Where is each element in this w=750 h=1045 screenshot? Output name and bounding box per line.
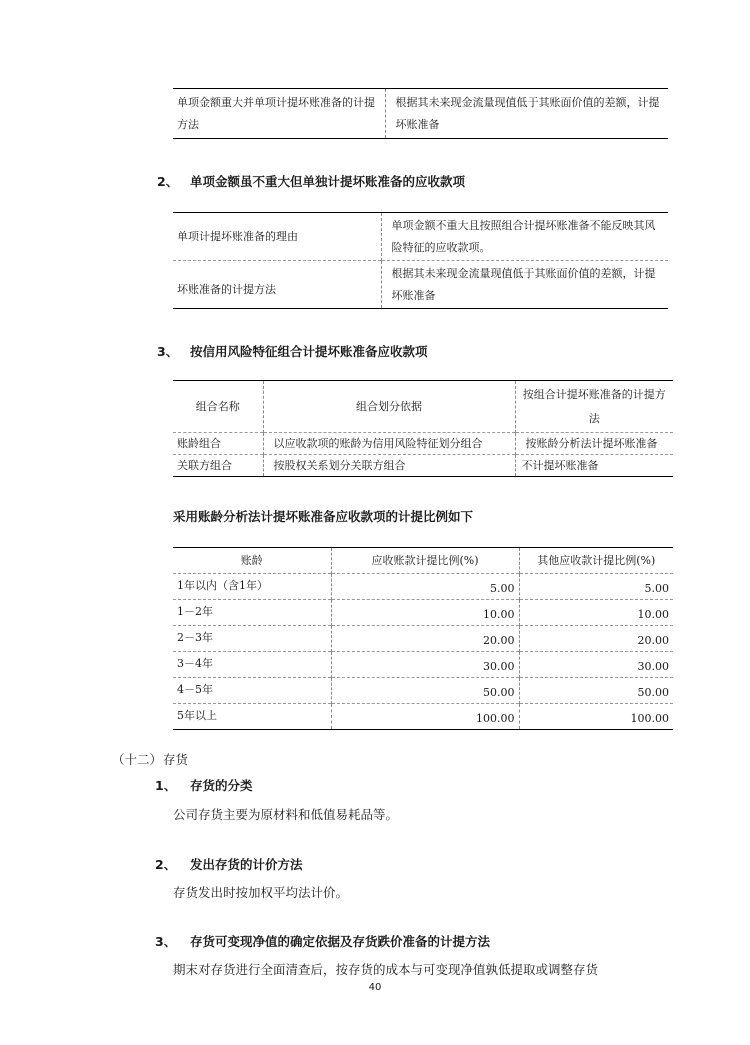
table-cell: 5年以上 xyxy=(173,704,331,730)
table-cell: 20.00 xyxy=(637,634,669,647)
table-impairment-individual xyxy=(173,212,668,309)
table-cell: 以应收款项的账龄为信用风险特征划分组合 xyxy=(263,433,515,455)
column-header: 其他应收款计提比例(%) xyxy=(537,553,656,567)
table-row xyxy=(173,89,668,139)
table-aging-ratio xyxy=(173,547,673,730)
table-cell: 30.00 xyxy=(637,660,669,673)
table-cell: 20.00 xyxy=(331,626,519,652)
item-heading: 存货的分类 xyxy=(190,778,253,793)
table-cell: 30.00 xyxy=(331,652,519,678)
item-text: 期末对存货进行全面清查后，按存货的成本与可变现净值孰低提取或调整存货 xyxy=(173,962,599,977)
item-heading: 存货可变现净值的确定依据及存货跌价准备的计提方法 xyxy=(190,934,491,949)
table-cell: 50.00 xyxy=(637,686,669,699)
section-number: （十二） xyxy=(112,752,163,767)
table-row xyxy=(173,626,673,652)
item-text: 存货发出时按加权平均法计价。 xyxy=(173,885,349,900)
table-row xyxy=(173,213,668,261)
row-value: 单项金额不重大且按照组合计提坏账准备不能反映其风险特征的应收款项。 xyxy=(391,218,656,254)
table-cell: 50.00 xyxy=(331,678,519,704)
column-header: 账龄 xyxy=(173,548,331,574)
aging-table-title: 采用账龄分析法计提坏账准备应收款项的计提比例如下 xyxy=(173,509,474,524)
table-cell: 账龄组合 xyxy=(173,433,263,455)
table-row xyxy=(173,600,673,626)
table-cell: 4－5年 xyxy=(173,678,331,704)
item-heading: 发出存货的计价方法 xyxy=(190,857,303,872)
table-header-row xyxy=(173,548,673,574)
table-impairment-major xyxy=(173,88,668,139)
row-label: 单项计提坏账准备的理由 xyxy=(173,213,381,261)
section-number: 3、 xyxy=(157,344,179,359)
table-row xyxy=(173,652,673,678)
column-header: 组合名称 xyxy=(173,381,263,433)
table-cell: 5.00 xyxy=(331,574,519,600)
column-header: 组合划分依据 xyxy=(263,381,515,433)
table-cell: 1－2年 xyxy=(173,600,331,626)
table-cell: 5.00 xyxy=(644,582,669,595)
table-cell: 100.00 xyxy=(630,712,669,725)
table-cell: 不计提坏账准备 xyxy=(521,458,599,472)
table-row xyxy=(173,261,668,309)
section-title: 存货 xyxy=(163,752,189,767)
row-value: 根据其未来现金流量现值低于其账面价值的差额，计提坏账准备 xyxy=(395,95,660,131)
table-cell: 关联方组合 xyxy=(173,455,263,477)
page-number: 40 xyxy=(368,982,382,993)
row-label: 单项金额重大并单项计提坏账准备的计提方法 xyxy=(173,89,385,139)
item-number: 3、 xyxy=(155,934,177,949)
column-header: 应收账款计提比例(%) xyxy=(331,548,519,574)
section-number: 2、 xyxy=(157,174,179,189)
row-value: 根据其未来现金流量现值低于其账面价值的差额，计提坏账准备 xyxy=(391,266,656,302)
table-cell: 10.00 xyxy=(331,600,519,626)
table-cell: 1年以内（含1年） xyxy=(173,574,331,600)
section-heading: 按信用风险特征组合计提坏账准备应收款项 xyxy=(190,344,428,359)
item-number: 2、 xyxy=(155,857,177,872)
table-cell: 2－3年 xyxy=(173,626,331,652)
column-header: 按组合计提坏账准备的计提方法 xyxy=(522,387,666,425)
table-row xyxy=(173,574,673,600)
row-label: 坏账准备的计提方法 xyxy=(173,261,381,309)
table-row xyxy=(173,704,673,730)
item-text: 公司存货主要为原材料和低值易耗品等。 xyxy=(173,807,399,822)
table-cell: 按股权关系划分关联方组合 xyxy=(263,455,515,477)
table-header-row xyxy=(173,381,673,433)
table-row xyxy=(173,678,673,704)
table-cell: 按账龄分析法计提坏账准备 xyxy=(525,436,658,450)
table-cell: 100.00 xyxy=(331,704,519,730)
section-heading: 单项金额虽不重大但单独计提坏账准备的应收款项 xyxy=(190,174,466,189)
table-cell: 10.00 xyxy=(637,608,669,621)
table-row xyxy=(173,433,673,455)
item-number: 1、 xyxy=(155,778,177,793)
table-row xyxy=(173,455,673,477)
table-cell: 3－4年 xyxy=(173,652,331,678)
table-credit-risk-portfolio xyxy=(173,380,673,477)
